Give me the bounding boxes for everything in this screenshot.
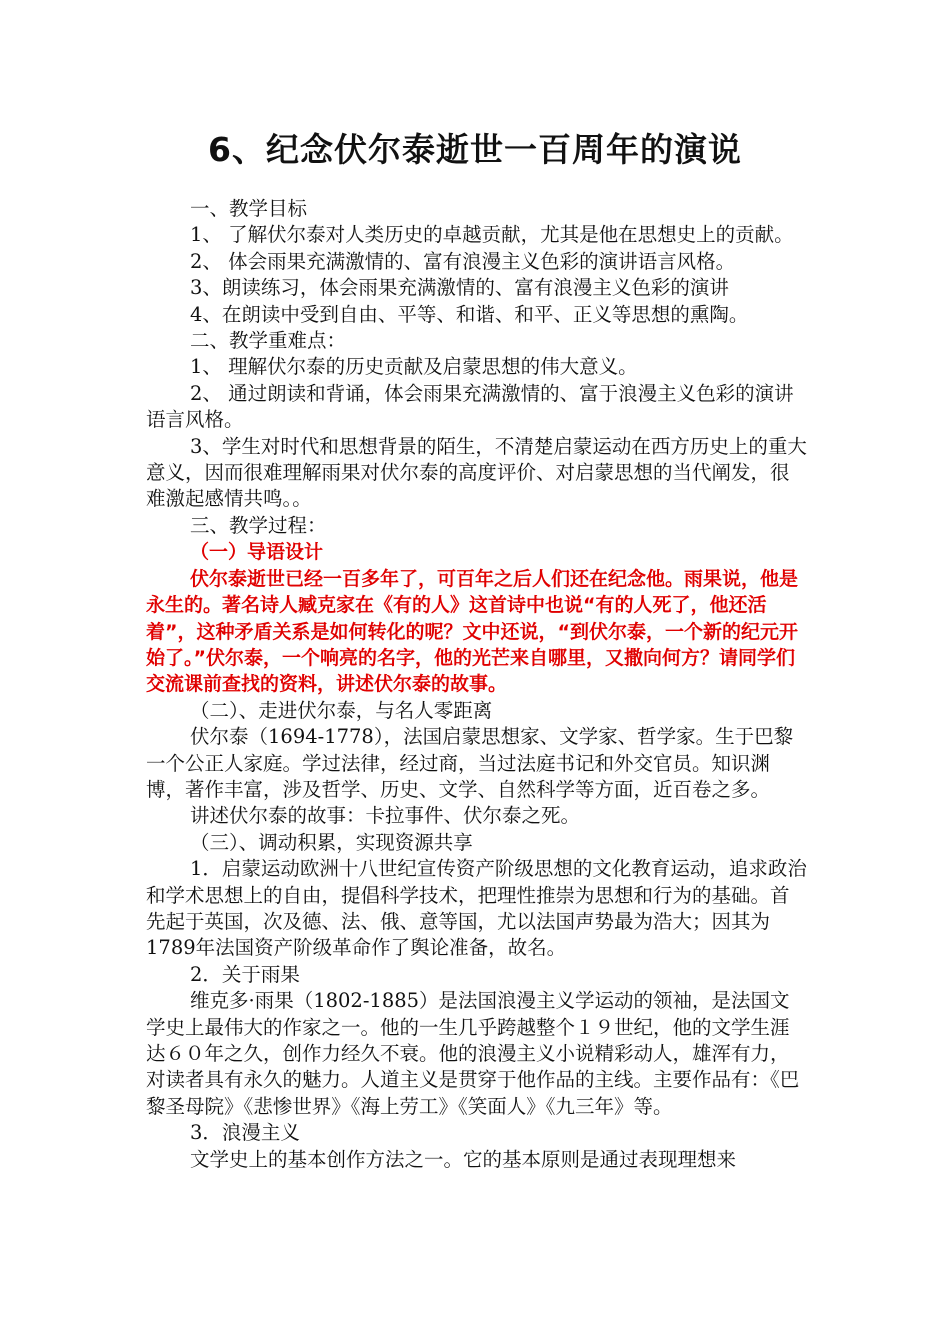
hugo-paragraph: 维克多·雨果（1802-1885）是法国浪漫主义学运动的领袖，是法国文学史上最伟大的作家之一。他的一生几乎跨越整个１９世纪，他的文学生涯达６０年之久，创作力经久不衰。他的浪漫主义小说精彩动人，雄浑有力，对读者具有永久的魅力。人道主义是贯穿于他作品的主线。主要作品有：《巴黎圣母院》《悲惨世界》《海上劳工》《笑面人》《九三年》等。 xyxy=(146,989,800,1118)
objective-item-4: 4、在朗读中受到自由、平等、和谐、和平、正义等思想的熏陶。 xyxy=(190,302,749,326)
section-heading-key-points: 二、教学重难点： xyxy=(190,329,347,353)
enlightenment-paragraph: 1．启蒙运动欧洲十八世纪宣传资产阶级思想的文化教育运动，追求政治和学术思想上的自由，提倡科学技术，把理性推崇为思想和行为的基础。首先起于英国，次及德、法、俄、意等国，尤以法国声势最为浩大；因其为1789年法国资产阶级革命作了舆论准备，故名。 xyxy=(146,857,807,960)
objective-item-2: 2、 体会雨果充满激情的、富有浪漫主义色彩的演讲语言风格。 xyxy=(190,249,736,273)
intro-design-heading: （一）导语设计 xyxy=(190,541,324,564)
subsection-heading-voltaire: （二）、走进伏尔泰，与名人零距离 xyxy=(190,698,493,722)
document-body xyxy=(146,196,808,1173)
intro-design-paragraph: 伏尔泰逝世已经一百多年了，可百年之后人们还在纪念他。雨果说，他是永生的。著名诗人臧克家在《有的人》这首诗中也说“有的人死了，他还活着”，这种矛盾关系是如何转化的呢？文中还说，“到伏尔泰，一个新的纪元开始了。”伏尔泰，一个响亮的名字，他的光芒来自哪里，又撒向何方？请同学们交流课前查找的资料，讲述伏尔泰的故事。 xyxy=(146,567,799,696)
subsection-heading-resources: （三）、调动积累，实现资源共享 xyxy=(190,830,473,854)
romanticism-heading: 3．浪漫主义 xyxy=(190,1121,300,1145)
voltaire-story-paragraph: 讲述伏尔泰的故事：卡拉事件、伏尔泰之死。 xyxy=(190,804,581,828)
hugo-heading: 2．关于雨果 xyxy=(190,962,300,986)
romanticism-paragraph: 文学史上的基本创作方法之一。它的基本原则是通过表现理想来 xyxy=(190,1147,737,1171)
key-point-1: 1、 理解伏尔泰的历史贡献及启蒙思想的伟大意义。 xyxy=(190,355,638,379)
section-heading-process: 三、教学过程： xyxy=(190,513,327,537)
key-point-2: 2、 通过朗读和背诵，体会雨果充满激情的、富于浪漫主义色彩的演讲语言风格。 xyxy=(146,381,794,432)
voltaire-bio-paragraph: 伏尔泰（1694-1778），法国启蒙思想家、文学家、哲学家。生于巴黎一个公正人家庭。学过法律，经过商，当过法庭书记和外交官员。知识渊博，著作丰富，涉及哲学、历史、文学、自然科学等方面，近百卷之多。 xyxy=(146,725,794,801)
key-point-3: 3、学生对时代和思想背景的陌生，不清楚启蒙运动在西方历史上的重大意义，因而很难理解雨果对伏尔泰的高度评价、对启蒙思想的当代阐发，很难激起感情共鸣。。 xyxy=(146,434,807,511)
section-heading-objectives: 一、教学目标 xyxy=(190,197,308,220)
objective-item-1: 1、 了解伏尔泰对人类历史的卓越贡献，尤其是他在思想史上的贡献。 xyxy=(190,223,794,247)
document-title: 6、纪念伏尔泰逝世一百周年的演说 xyxy=(208,130,742,169)
objective-item-3: 3、朗读练习，体会雨果充满激情的、富有浪漫主义色彩的演讲 xyxy=(190,276,729,300)
